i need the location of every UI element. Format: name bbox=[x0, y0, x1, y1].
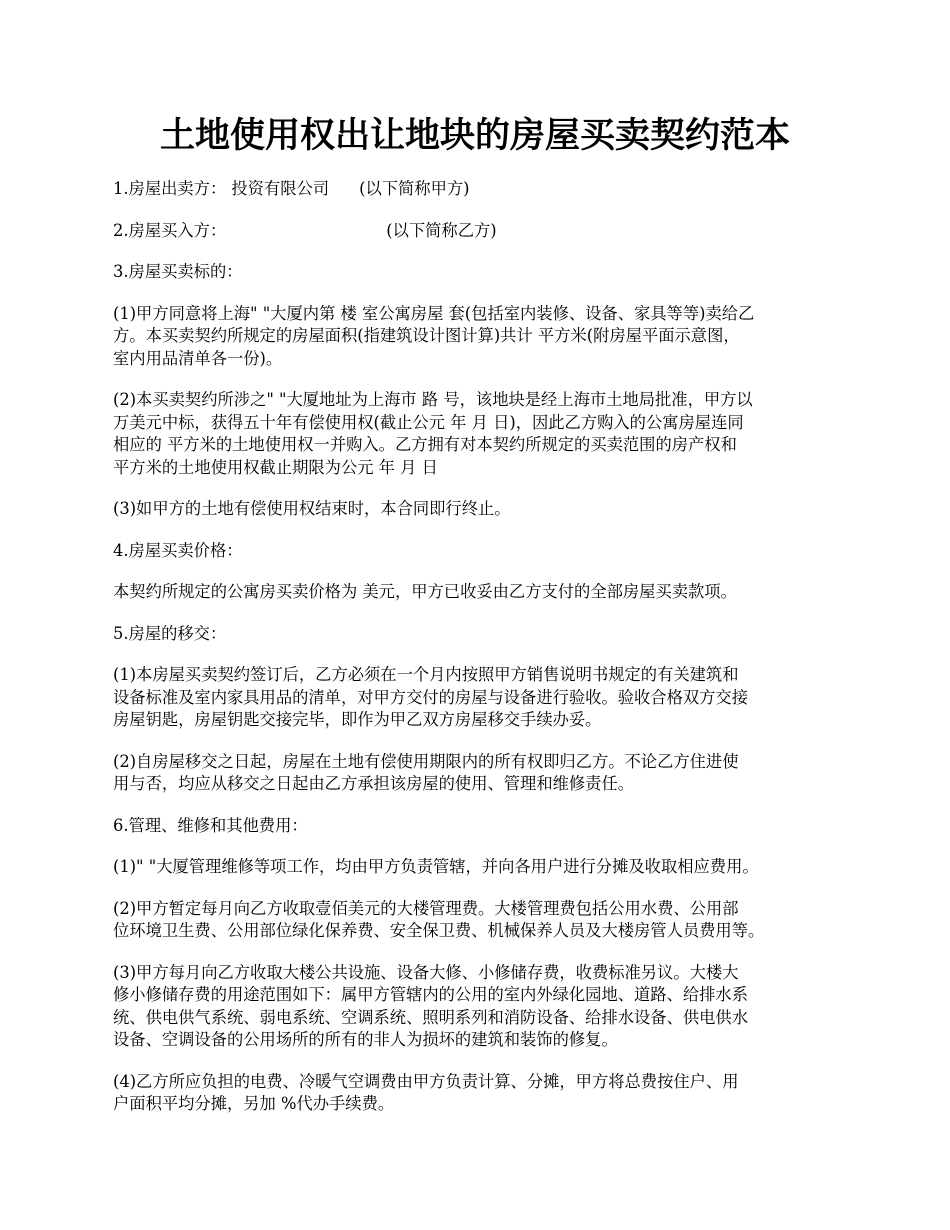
paragraph-5-1 bbox=[113, 664, 843, 732]
seller-alias: (以下简称甲方) bbox=[359, 179, 470, 198]
text-line: (1)甲方同意将上海" "大厦内第 楼 室公寓房屋 套(包括室内装修、设备、家具等等)卖给乙 bbox=[113, 303, 755, 323]
text-line: 本契约所规定的公寓房买卖价格为 美元，甲方已收妥由乙方支付的全部房屋买卖款项。 bbox=[113, 582, 737, 601]
paragraph-seller bbox=[113, 178, 843, 201]
paragraph-buyer bbox=[113, 220, 843, 243]
text-line: 万美元中标，获得五十年有偿使用权(截止公元 年 月 日)，因此乙方购入的公寓房屋连同 bbox=[113, 412, 744, 432]
document-title: 土地使用权出让地块的房屋买卖契约范本 bbox=[159, 115, 790, 156]
section-heading: 4.房屋买卖价格： bbox=[113, 540, 243, 560]
paragraph-3-2 bbox=[113, 389, 843, 479]
text-line: 户面积平均分摊，另加 %代办手续费。 bbox=[113, 1094, 395, 1113]
text-line: (1)" "大厦管理维修等项工作，均由甲方负责管辖，并向各用户进行分摊及收取相应费用。 bbox=[113, 857, 759, 876]
paragraph-6-4 bbox=[113, 1071, 843, 1116]
paragraph-6-2 bbox=[113, 898, 843, 943]
paragraph-section-4 bbox=[113, 540, 843, 563]
paragraph-3-3 bbox=[113, 498, 843, 521]
text-line: 平方米的土地使用权截止期限为公元 年 月 日 bbox=[113, 457, 438, 477]
text-line: 室内用品清单各一份)。 bbox=[113, 348, 283, 368]
section-heading: 6.管理、维修和其他费用： bbox=[113, 815, 308, 835]
seller-label: 1.房屋出卖方： 投资有限公司 bbox=[113, 179, 330, 198]
paragraph-5-2 bbox=[113, 751, 843, 796]
text-line: 房屋钥匙，房屋钥匙交接完毕，即作为甲乙双方房屋移交手续办妥。 bbox=[113, 710, 602, 729]
buyer-label: 2.房屋买入方： bbox=[113, 220, 227, 240]
text-line: (4)乙方所应负担的电费、冷暖气空调费由甲方负责计算、分摊，甲方将总费按住户、用 bbox=[113, 1071, 739, 1091]
paragraph-6-1 bbox=[113, 856, 843, 879]
section-heading: 3.房屋买卖标的： bbox=[113, 262, 243, 281]
text-line: (2)甲方暂定每月向乙方收取壹佰美元的大楼管理费。大楼管理费包括公用水费、公用部 bbox=[113, 898, 739, 918]
text-line: 用与否，均应从移交之日起由乙方承担该房屋的使用、管理和维修责任。 bbox=[113, 774, 635, 793]
section-heading: 5.房屋的移交： bbox=[113, 623, 227, 643]
text-line: (3)甲方每月向乙方收取大楼公共设施、设备大修、小修储存费，收费标准另议。大楼大 bbox=[113, 962, 739, 982]
paragraph-6-3 bbox=[113, 962, 843, 1052]
paragraph-section-6 bbox=[113, 815, 843, 838]
text-line: 相应的 平方米的土地使用权一并购入。乙方拥有对本契约所规定的买卖范围的房产权和 bbox=[113, 435, 737, 454]
document-body bbox=[113, 178, 843, 1135]
text-line: 设备标准及室内家具用品的清单，对甲方交付的房屋与设备进行验收。验收合格双方交接 bbox=[113, 687, 748, 707]
paragraph-section-5 bbox=[113, 623, 843, 646]
text-line: 统、供电供气系统、弱电系统、空调系统、照明系列和消防设备、给排水设备、供电供水 bbox=[113, 1007, 748, 1027]
text-line: (2)自房屋移交之日起，房屋在土地有偿使用期限内的所有权即归乙方。不论乙方住进使 bbox=[113, 751, 739, 771]
text-line: (3)如甲方的土地有偿使用权结束时，本合同即行终止。 bbox=[113, 499, 511, 518]
text-line: 设备、空调设备的公用场所的所有的非人为损坏的建筑和装饰的修复。 bbox=[113, 1030, 618, 1049]
text-line: 方。本买卖契约所规定的房屋面积(指建筑设计图计算)共计 平方米(附房屋平面示意图， bbox=[113, 326, 740, 345]
paragraph-3-1 bbox=[113, 303, 843, 371]
text-line: 修小修储存费的用途范围如下：属甲方管辖内的公用的室内外绿化园地、道路、给排水系 bbox=[113, 985, 748, 1004]
text-line: 位环境卫生费、公用部位绿化保养费、安全保卫费、机械保养人员及大楼房管人员费用等。 bbox=[113, 921, 765, 940]
buyer-alias: (以下简称乙方) bbox=[386, 220, 497, 240]
text-line: (2)本买卖契约所涉之" "大厦地址为上海市 路 号，该地块是经上海市土地局批准，甲方以 bbox=[113, 390, 753, 409]
paragraph-price bbox=[113, 581, 843, 604]
paragraph-section-3 bbox=[113, 261, 843, 284]
text-line: (1)本房屋买卖契约签订后，乙方必须在一个月内按照甲方销售说明书规定的有关建筑和 bbox=[113, 665, 739, 684]
